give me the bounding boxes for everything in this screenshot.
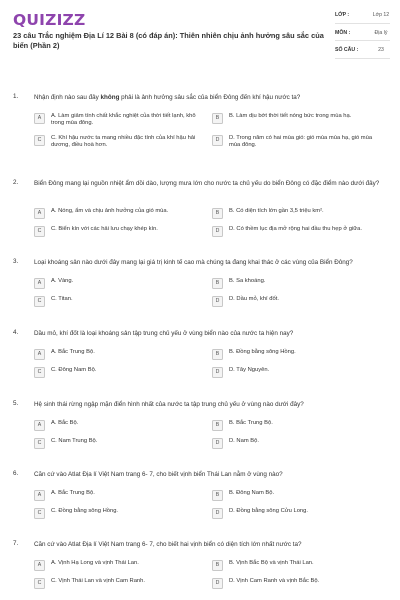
option-letter-badge: C bbox=[34, 296, 45, 307]
option-text: C. Đông Nam Bộ. bbox=[51, 367, 97, 373]
option-letter-badge: A bbox=[34, 490, 45, 501]
question-text bbox=[34, 470, 384, 480]
answer-option-d[interactable] bbox=[212, 226, 390, 237]
option-text: D. Vịnh Cam Ranh và vịnh Bắc Bộ. bbox=[229, 578, 320, 584]
answer-option-d[interactable] bbox=[212, 367, 390, 378]
page-header bbox=[0, 0, 400, 82]
question-text-part: Loại khoáng sản nào dưới đây mang lại giá trị kinh tế cao mà chúng ta đang khai thác ở các vùng của Biển Đông? bbox=[34, 259, 353, 266]
question-text-part: Nhận định nào sau đây bbox=[34, 94, 101, 101]
question-number: 2. bbox=[13, 179, 19, 186]
answer-option-c[interactable] bbox=[34, 508, 212, 519]
option-letter-badge: D bbox=[212, 508, 223, 519]
answer-option-a[interactable] bbox=[34, 208, 212, 219]
question-text-part: Căn cứ vào Atlat Địa lí Việt Nam trang 6- 7, cho biết hai vịnh biển có diện tích lớn nhất nước ta? bbox=[34, 541, 302, 548]
option-letter-badge: C bbox=[34, 367, 45, 378]
answer-option-c[interactable] bbox=[34, 367, 212, 378]
option-letter-badge: B bbox=[212, 113, 223, 124]
question-number: 6. bbox=[13, 470, 19, 477]
answer-option-a[interactable] bbox=[34, 560, 212, 571]
answer-option-b[interactable] bbox=[212, 113, 390, 128]
question-text-emphasis: không bbox=[100, 94, 120, 101]
option-text: D. Nam Bộ. bbox=[229, 438, 259, 444]
option-text: C. Vịnh Thái Lan và vịnh Cam Ranh. bbox=[51, 578, 145, 584]
answer-option-d[interactable] bbox=[212, 578, 390, 589]
option-letter-badge: A bbox=[34, 278, 45, 289]
option-letter-badge: B bbox=[212, 490, 223, 501]
question-number: 5. bbox=[13, 400, 19, 407]
answer-option-c[interactable] bbox=[34, 438, 212, 449]
question-number: 1. bbox=[13, 93, 19, 100]
question-number: 4. bbox=[13, 329, 19, 336]
option-letter-badge: C bbox=[34, 578, 45, 589]
answer-options bbox=[34, 113, 390, 150]
answer-option-d[interactable] bbox=[212, 296, 390, 307]
question-text bbox=[34, 93, 384, 103]
question-text bbox=[34, 540, 384, 550]
option-text: B. Đồng bằng sông Hồng. bbox=[229, 349, 296, 355]
meta-label: MÔN : bbox=[335, 29, 351, 36]
option-text: B. Bắc Trung Bộ. bbox=[229, 420, 273, 426]
answer-option-a[interactable] bbox=[34, 420, 212, 431]
option-letter-badge: C bbox=[34, 438, 45, 449]
answer-option-a[interactable] bbox=[34, 113, 212, 128]
question-number: 3. bbox=[13, 258, 19, 265]
question-text-part: Dầu mỏ, khí đốt là loại khoáng sản tập trung chủ yếu ở vùng biển nào của nước ta hiện nay? bbox=[34, 330, 294, 337]
question-text-part: phải là ảnh hưởng sâu sắc của biển Đông đến khí hậu nước ta? bbox=[119, 94, 301, 101]
quizizz-logo: QUIZIZZ bbox=[13, 11, 86, 29]
option-text: A. Bắc Bộ. bbox=[51, 420, 79, 426]
question-text bbox=[34, 179, 384, 189]
option-letter-badge: A bbox=[34, 208, 45, 219]
answer-option-c[interactable] bbox=[34, 226, 212, 237]
answer-option-a[interactable] bbox=[34, 490, 212, 501]
option-text: A. Làm giảm tính chất khắc nghiệt của thời tiết lạnh, khô trong mùa đông. bbox=[51, 113, 196, 127]
meta-label: LỚP : bbox=[335, 12, 350, 18]
option-text: B. Đông Nam Bộ. bbox=[229, 490, 275, 496]
answer-option-b[interactable] bbox=[212, 420, 390, 431]
answer-options bbox=[34, 278, 390, 307]
option-text: B. Có diện tích lớn gần 3,5 triệu km². bbox=[229, 208, 324, 214]
meta-value: Địa lý bbox=[374, 29, 388, 36]
answer-option-d[interactable] bbox=[212, 508, 390, 519]
option-letter-badge: C bbox=[34, 135, 45, 146]
option-letter-badge: D bbox=[212, 578, 223, 589]
option-letter-badge: C bbox=[34, 226, 45, 237]
option-text: A. Vàng. bbox=[51, 278, 74, 284]
meta-row-count bbox=[335, 47, 390, 59]
answer-options bbox=[34, 560, 390, 589]
question-number: 7. bbox=[13, 540, 19, 547]
answer-option-b[interactable] bbox=[212, 560, 390, 571]
option-text: D. Trong năm có hai mùa gió: gió mùa mùa hạ, gió mùa mùa đông. bbox=[229, 134, 373, 149]
option-text: B. Sa khoáng. bbox=[229, 278, 266, 284]
answer-options bbox=[34, 490, 390, 519]
answer-option-c[interactable] bbox=[34, 578, 212, 589]
option-letter-badge: A bbox=[34, 113, 45, 124]
answer-option-b[interactable] bbox=[212, 208, 390, 219]
document-title: 23 câu Trắc nghiệm Địa Lí 12 Bài 8 (có đáp án): Thiên nhiên chịu ảnh hưởng sâu sắc của biển (Phần 2) bbox=[13, 31, 324, 50]
option-text: C. Nam Trung Bộ. bbox=[51, 438, 98, 444]
option-text: C. Đồng bằng sông Hồng. bbox=[51, 508, 119, 514]
answer-option-b[interactable] bbox=[212, 490, 390, 501]
question-text-part: Biển Đông mang lại nguồn nhiệt ẩm dồi dào, lượng mưa lớn cho nước ta chủ yếu do biển Đông có đặc điểm nào dưới đây? bbox=[34, 180, 380, 187]
question-text-part: Hệ sinh thái rừng ngập mặn điển hình nhất của nước ta tập trung chủ yếu ở vùng nào dưới đây? bbox=[34, 401, 304, 408]
option-text: C. Khí hậu nước ta mang nhiều đặc tính của khí hậu hải dương, điều hoà hơn. bbox=[51, 134, 196, 149]
question-text bbox=[34, 258, 384, 268]
option-letter-badge: D bbox=[212, 296, 223, 307]
option-letter-badge: D bbox=[212, 438, 223, 449]
option-text: D. Tây Nguyên. bbox=[229, 367, 270, 373]
answer-options bbox=[34, 420, 390, 449]
option-text: D. Có thềm lục địa mở rộng hai đầu thu hẹp ở giữa. bbox=[229, 226, 362, 232]
meta-value: Lớp 12 bbox=[372, 12, 390, 18]
option-letter-badge: D bbox=[212, 135, 223, 146]
option-letter-badge: D bbox=[212, 226, 223, 237]
option-text: B. Vịnh Bắc Bộ và vịnh Thái Lan. bbox=[229, 560, 314, 566]
answer-option-d[interactable] bbox=[212, 135, 390, 150]
answer-option-d[interactable] bbox=[212, 438, 390, 449]
option-text: A. Bắc Trung Bộ. bbox=[51, 490, 95, 496]
answer-option-a[interactable] bbox=[34, 349, 212, 360]
meta-panel bbox=[335, 12, 390, 65]
question-text bbox=[34, 400, 384, 410]
option-letter-badge: A bbox=[34, 560, 45, 571]
answer-option-a[interactable] bbox=[34, 278, 212, 289]
option-text: A. Vịnh Hạ Long và vịnh Thái Lan. bbox=[51, 560, 139, 566]
answer-option-b[interactable] bbox=[212, 349, 390, 360]
option-text: A. Nóng, ẩm và chịu ảnh hưởng của gió mùa. bbox=[51, 208, 169, 214]
option-text: C. Titan. bbox=[51, 296, 73, 302]
meta-row-subject bbox=[335, 30, 390, 42]
option-letter-badge: C bbox=[34, 508, 45, 519]
option-letter-badge: B bbox=[212, 208, 223, 219]
answer-option-b[interactable] bbox=[212, 278, 390, 289]
option-letter-badge: D bbox=[212, 367, 223, 378]
question-text-part: Căn cứ vào Atlat Địa lí Việt Nam trang 6- 7, cho biết vịnh biển Thái Lan nằm ở vùng nào? bbox=[34, 471, 283, 478]
answer-options bbox=[34, 349, 390, 378]
answer-option-c[interactable] bbox=[34, 135, 212, 150]
option-letter-badge: B bbox=[212, 420, 223, 431]
answer-option-c[interactable] bbox=[34, 296, 212, 307]
option-text: D. Đồng bằng sông Cửu Long. bbox=[229, 508, 308, 514]
option-letter-badge: B bbox=[212, 349, 223, 360]
option-text: B. Làm dịu bớt thời tiết nóng bức trong mùa hạ. bbox=[229, 113, 352, 119]
option-text: A. Bắc Trung Bộ. bbox=[51, 349, 95, 355]
meta-row-class bbox=[335, 12, 390, 24]
meta-value: 23 bbox=[378, 47, 384, 53]
option-letter-badge: B bbox=[212, 278, 223, 289]
question-text bbox=[34, 329, 384, 339]
option-letter-badge: B bbox=[212, 560, 223, 571]
meta-label: SỐ CÂU : bbox=[335, 47, 359, 53]
option-letter-badge: A bbox=[34, 420, 45, 431]
option-letter-badge: A bbox=[34, 349, 45, 360]
option-text: D. Dầu mỏ, khí đốt. bbox=[229, 296, 279, 302]
answer-options bbox=[34, 208, 390, 237]
option-text: C. Biển kín với các hải lưu chạy khép kín. bbox=[51, 226, 158, 232]
